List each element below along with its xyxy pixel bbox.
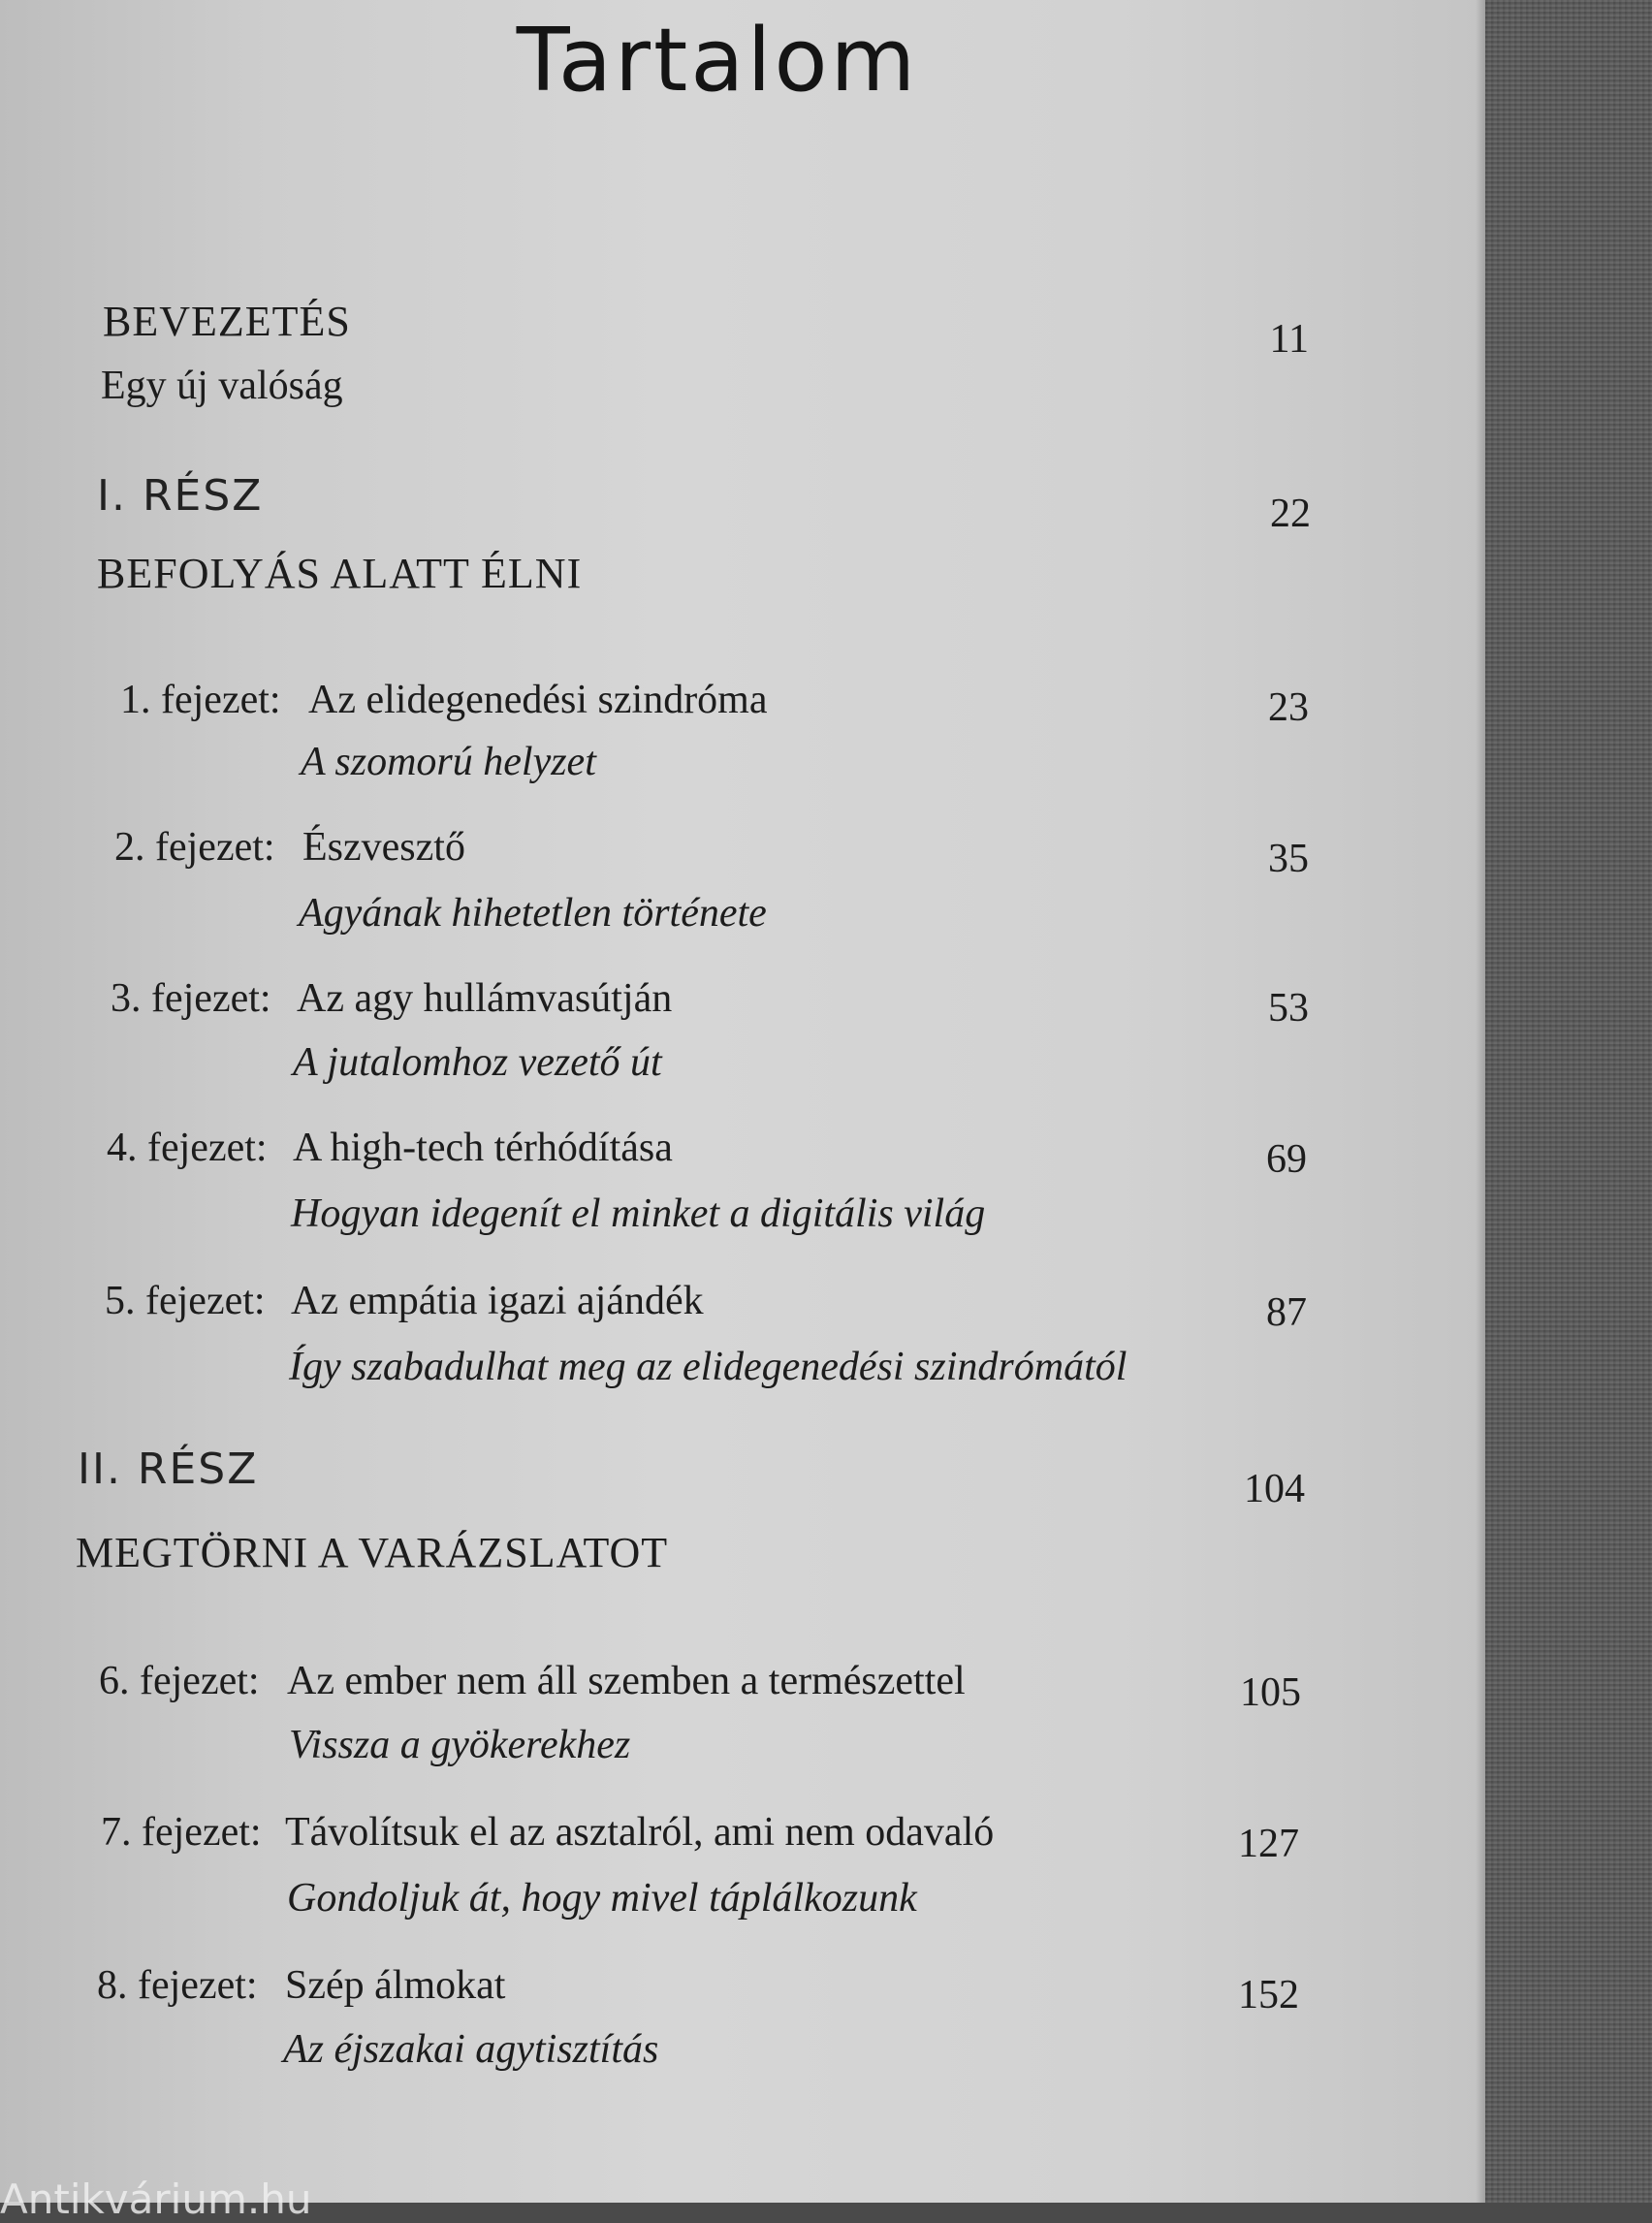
chapter-5-title: Az empátia igazi ajándék <box>291 1279 704 1323</box>
chapter-3-title: Az agy hullámvasútján <box>297 976 673 1021</box>
chapter-4-label: 4. fejezet: <box>107 1126 268 1170</box>
chapter-1-subtitle: A szomorú helyzet <box>301 740 596 784</box>
chapter-7-page-number: 127 <box>1238 1822 1299 1866</box>
chapter-2-label: 2. fejezet: <box>114 825 275 870</box>
table-surface <box>1485 0 1652 2203</box>
chapter-7-title: Távolítsuk el az asztalról, ami nem odavaló <box>285 1810 995 1855</box>
chapter-4-subtitle: Hogyan idegenít el minket a digitális világ <box>291 1191 986 1236</box>
chapter-6-subtitle: Vissza a gyökerekhez <box>289 1723 631 1767</box>
chapter-3-page-number: 53 <box>1268 986 1309 1031</box>
page-title: Tartalom <box>516 10 919 111</box>
chapter-8-subtitle: Az éjszakai agytisztítás <box>283 2027 659 2072</box>
chapter-5-page-number: 87 <box>1266 1290 1307 1335</box>
chapter-2-page-number: 35 <box>1268 837 1309 881</box>
chapter-6-label: 6. fejezet: <box>99 1659 260 1703</box>
chapter-3-label: 3. fejezet: <box>111 976 271 1021</box>
intro-subtitle: Egy új valóság <box>101 364 343 408</box>
watermark-text: Antikvárium.hu <box>0 2175 312 2223</box>
chapter-6-page-number: 105 <box>1240 1670 1301 1715</box>
chapter-7-subtitle: Gondoljuk át, hogy mivel táplálkozunk <box>287 1876 917 1921</box>
part-2-label: II. RÉSZ <box>78 1445 259 1494</box>
chapter-1-title: Az elidegenedési szindróma <box>308 678 768 722</box>
chapter-4-title: A high-tech térhódítása <box>293 1126 673 1170</box>
chapter-2-subtitle: Agyának hihetetlen története <box>299 891 767 936</box>
chapter-1-page-number: 23 <box>1268 685 1309 730</box>
chapter-8-label: 8. fejezet: <box>97 1963 258 2008</box>
part-1-page-number: 22 <box>1270 492 1311 536</box>
chapter-5-subtitle: Így szabadulhat meg az elidegenedési szindrómától <box>289 1345 1128 1389</box>
chapter-4-page-number: 69 <box>1266 1137 1307 1182</box>
chapter-8-page-number: 152 <box>1238 1973 1299 2017</box>
chapter-1-label: 1. fejezet: <box>120 678 281 722</box>
chapter-5-label: 5. fejezet: <box>105 1279 266 1323</box>
part-2-page-number: 104 <box>1244 1467 1305 1511</box>
part-1-label: I. RÉSZ <box>97 471 264 521</box>
part-1-title: BEFOLYÁS ALATT ÉLNI <box>97 550 583 597</box>
chapter-3-subtitle: A jutalomhoz vezető út <box>293 1040 662 1085</box>
chapter-8-title: Szép álmokat <box>285 1963 506 2008</box>
chapter-7-label: 7. fejezet: <box>101 1810 262 1855</box>
intro-heading: BEVEZETÉS <box>103 298 351 345</box>
chapter-6-title: Az ember nem áll szemben a természettel <box>287 1659 966 1703</box>
intro-page-number: 11 <box>1269 317 1309 362</box>
chapter-2-title: Észvesztő <box>302 825 465 870</box>
part-2-title: MEGTÖRNI A VARÁZSLATOT <box>76 1529 669 1576</box>
